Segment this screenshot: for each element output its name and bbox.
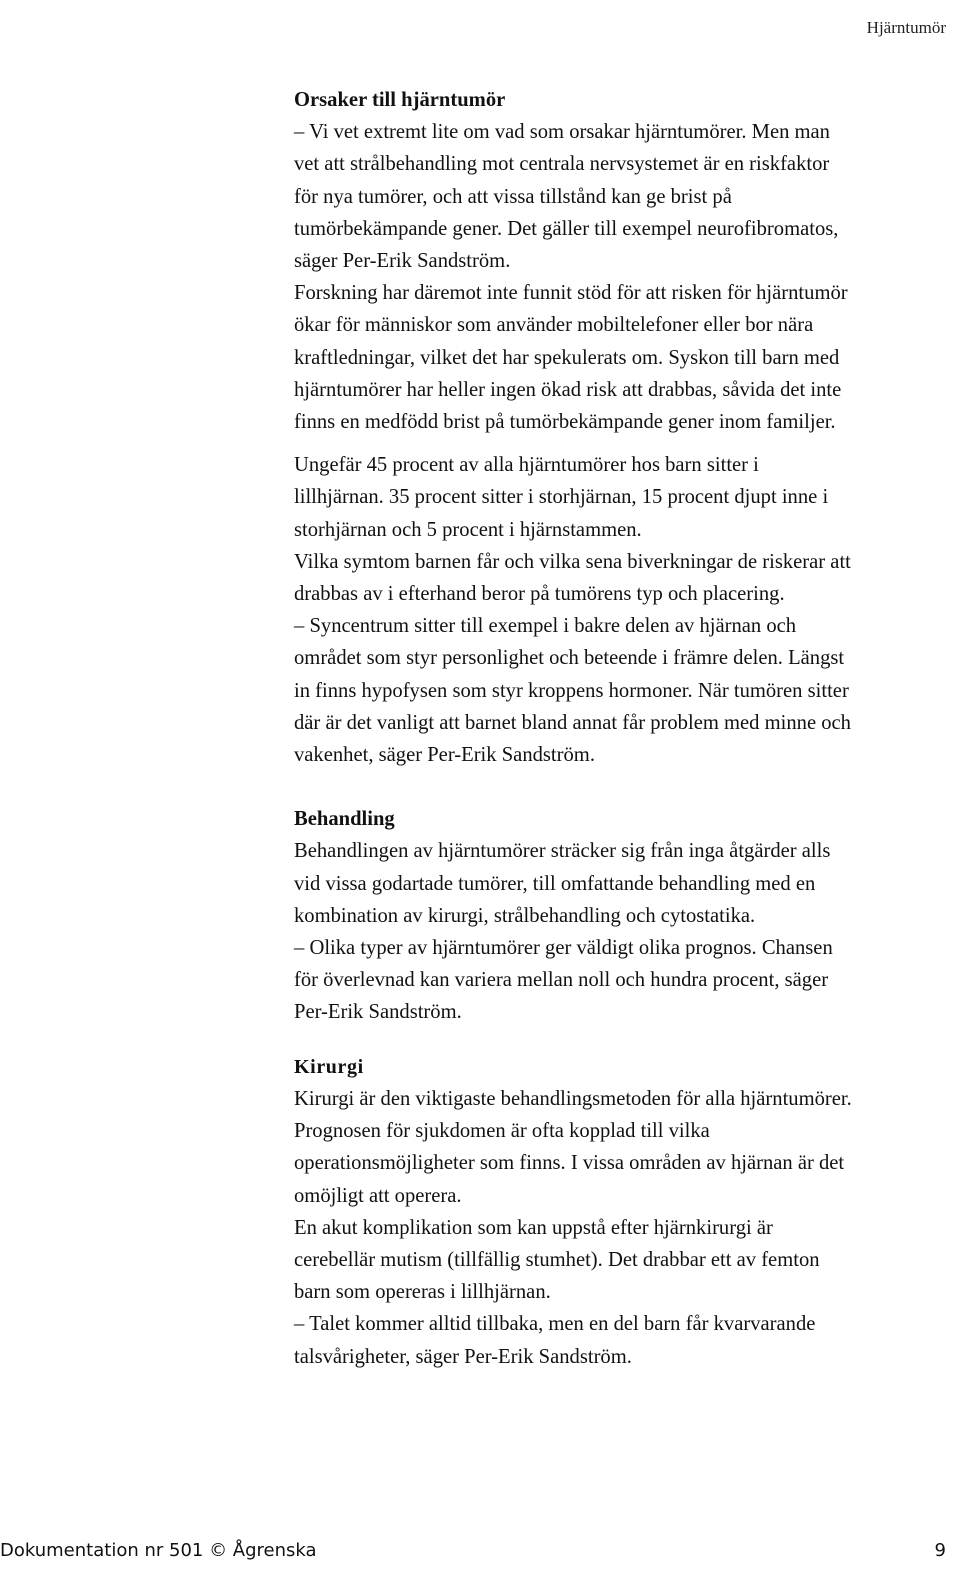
text-line: finns en medfödd brist på tumörbekämpande gener inom familjer. [294, 411, 836, 434]
paragraph-orsaker-5 [294, 610, 958, 771]
paragraph-orsaker-3 [294, 449, 958, 546]
paragraph-kirurgi-1 [294, 1083, 958, 1212]
text-line: för överlevnad kan variera mellan noll och hundra procent, säger [294, 969, 829, 992]
paragraph-behandling-1 [294, 835, 958, 932]
document-body [294, 84, 958, 1373]
text-line: – Talet kommer alltid tillbaka, men en del barn får kvarvarande [294, 1313, 816, 1336]
paragraph-orsaker-1 [294, 116, 958, 277]
text-line: operationsmöjligheter som finns. I vissa områden av hjärnan är det [294, 1152, 845, 1175]
paragraph-orsaker-4 [294, 546, 958, 610]
text-line: En akut komplikation som kan uppstå efter hjärnkirurgi är [294, 1216, 773, 1239]
page-number: 9 [934, 1540, 946, 1561]
text-line: hjärntumörer har heller ingen ökad risk att drabbas, såvida det inte [294, 378, 842, 401]
text-line: säger Per-Erik Sandström. [294, 250, 511, 273]
paragraph-kirurgi-2 [294, 1212, 958, 1309]
text-line: Vilka symtom barnen får och vilka sena biverkningar de riskerar att [294, 550, 851, 573]
text-line: vakenhet, säger Per-Erik Sandström. [294, 744, 595, 767]
paragraph-behandling-2 [294, 932, 958, 1029]
text-line: Per-Erik Sandström. [294, 1001, 462, 1024]
text-line: – Syncentrum sitter till exempel i bakre delen av hjärnan och [294, 615, 797, 638]
text-line: vid vissa godartade tumörer, till omfattande behandling med en [294, 872, 816, 895]
text-line: in finns hypofysen som styr kroppens hormoner. När tumören sitter [294, 679, 849, 702]
text-line: Behandlingen av hjärntumörer sträcker sig från inga åtgärder alls [294, 840, 831, 863]
heading-orsaker: Orsaker till hjärntumör [294, 89, 506, 111]
text-line: – Vi vet extremt lite om vad som orsakar hjärntumörer. Men man [294, 121, 830, 144]
heading-behandling: Behandling [294, 808, 395, 831]
text-line: Prognosen för sjukdomen är ofta kopplad till vilka [294, 1120, 710, 1143]
text-line: kraftledningar, vilket det har spekulerats om. Syskon till barn med [294, 346, 840, 369]
text-line: cerebellär mutism (tillfällig stumhet). Det drabbar ett av femton [294, 1248, 820, 1271]
paragraph-kirurgi-3 [294, 1308, 958, 1372]
footer-publication: Dokumentation nr 501 © Ågrenska [0, 1540, 317, 1561]
paragraph-orsaker-2 [294, 277, 958, 438]
text-line: talsvårigheter, säger Per-Erik Sandström. [294, 1345, 632, 1368]
text-line: – Olika typer av hjärntumörer ger väldigt olika prognos. Chansen [294, 937, 833, 960]
text-line: Forskning har däremot inte funnit stöd för att risken för hjärntumör [294, 282, 848, 305]
text-line: tumörbekämpande gener. Det gäller till exempel neurofibromatos, [294, 217, 839, 240]
text-line: området som styr personlighet och beteende i främre delen. Längst [294, 647, 845, 670]
text-line: omöjligt att operera. [294, 1184, 462, 1207]
text-line: Ungefär 45 procent av alla hjärntumörer hos barn sitter i [294, 454, 759, 477]
text-line: där är det vanligt att barnet bland annat får problem med minne och [294, 711, 851, 734]
running-header-title: Hjärntumör [866, 18, 946, 37]
text-line: vet att strålbehandling mot centrala nervsystemet är en riskfaktor [294, 153, 830, 176]
text-line: drabbas av i efterhand beror på tumörens typ och placering. [294, 583, 785, 606]
text-line: kombination av kirurgi, strålbehandling och cytostatika. [294, 904, 756, 927]
heading-kirurgi: Kirurgi [294, 1055, 364, 1078]
text-line: lillhjärnan. 35 procent sitter i storhjärnan, 15 procent djupt inne i [294, 486, 829, 509]
text-line: Kirurgi är den viktigaste behandlingsmetoden för alla hjärntumörer. [294, 1087, 852, 1110]
text-line: ökar för människor som använder mobiltelefoner eller bor nära [294, 314, 814, 337]
text-line: för nya tumörer, och att vissa tillstånd kan ge brist på [294, 185, 732, 208]
text-line: storhjärnan och 5 procent i hjärnstammen. [294, 518, 642, 541]
text-line: barn som opereras i lillhjärnan. [294, 1281, 551, 1304]
